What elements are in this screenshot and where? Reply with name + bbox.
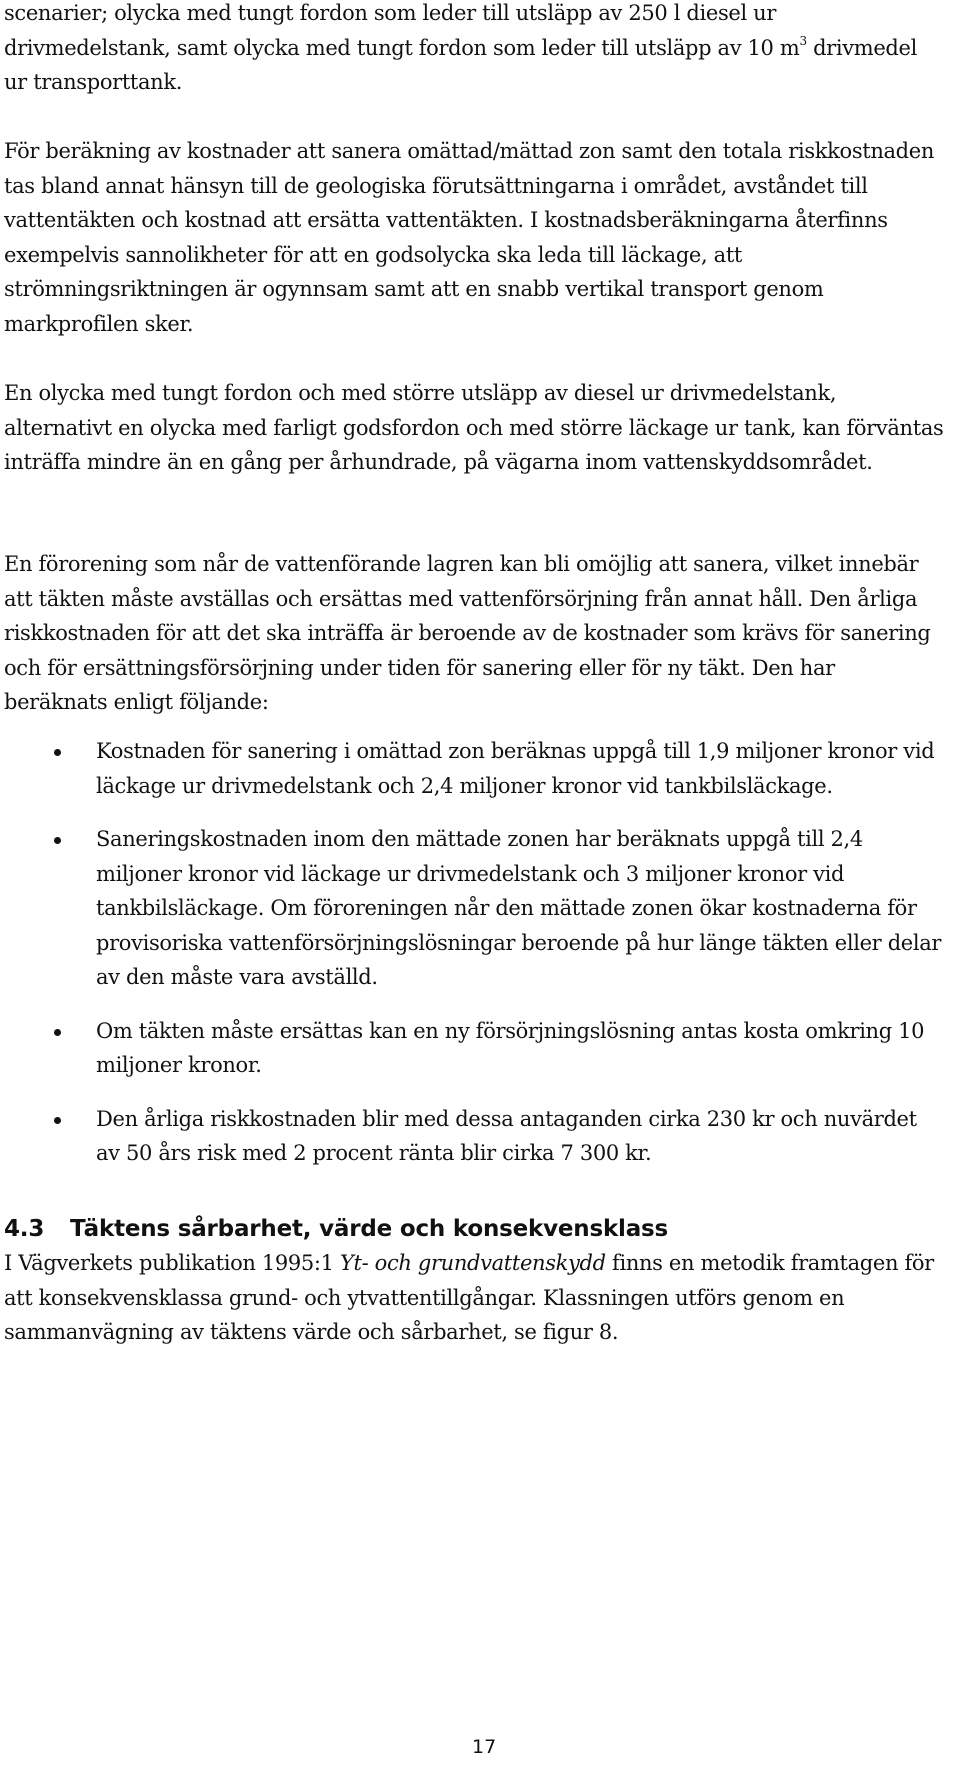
paragraph-scenarios-text-end: drivmedel ur transporttank. (4, 35, 917, 94)
bullet-icon (54, 837, 61, 844)
paragraph-cost-calculation: För beräkning av kostnader att sanera omättad/mättad zon samt den totala riskkostnaden tas bland annat hänsyn till de geologiska förutsättningarna i området, avståndet till vattentäkten och kostnad att ersätta vattentäkten. I kostnadsberäkningarna återfinns exempelvis sannolikheter för att en godsolycka ska leda till läckage, att strömningsriktningen är ogynnsam samt att en snabb vertikal transport genom markprofilen sker. (4, 139, 935, 336)
list-item-text: Om täkten måste ersättas kan en ny försörjningslösning antas kosta omkring 10 miljoner kronor. (96, 1018, 925, 1077)
section-title: Täktens sårbarhet, värde och konsekvensklass (70, 1216, 669, 1242)
list-item-text: Kostnaden för sanering i omättad zon beräknas uppgå till 1,9 miljoner kronor vid läckage ur drivmedelstank och 2,4 miljoner kronor vid tankbilsläckage. (96, 739, 935, 798)
list-item (4, 1102, 944, 1171)
paragraph-pollution-consequence: En förorening som når de vattenförande lagren kan bli omöjlig att sanera, vilket innebär att täkten måste avställas och ersättas med vattenförsörjning från annat håll. Den årliga riskkostnaden för att det ska inträffa är beroende av de kostnader som krävs för sanering och för ersättningsförsörjning under tiden för sanering eller för ny täkt. Den har beräknats enligt följande: (4, 552, 931, 714)
publication-title: Yt- och grundvattenskydd (340, 1251, 606, 1275)
list-item (4, 1014, 944, 1083)
paragraph-scenarios (4, 0, 944, 100)
bullet-icon (54, 749, 61, 756)
paragraph-section-intro (4, 1246, 944, 1350)
section-heading (4, 1214, 668, 1244)
list-item-text: Saneringskostnaden inom den mättade zonen har beräknats uppgå till 2,4 miljoner kronor vid läckage ur drivmedelstank och 3 miljoner kronor vid tankbilsläckage. Om föroreningen når den mättade zonen ökar kostnaderna för provisoriska vattenförsörjningslösningar beroende på hur länge täkten eller delar av den måste vara avställd. (96, 827, 942, 989)
section-intro-text: I Vägverkets publikation 1995:1 (4, 1251, 340, 1275)
section-intro-text-end: finns en metodik framtagen för att konsekvensklassa grund- och ytvattentillgångar. Klassningen utförs genom en sammanvägning av täktens värde och sårbarhet, se figur 8. (4, 1251, 934, 1344)
section-number: 4.3 (4, 1216, 45, 1242)
paragraph-scenarios-text: scenarier; olycka med tungt fordon som leder till utsläpp av 250 l diesel ur drivmedelstank, samt olycka med tungt fordon som leder till utsläpp av 10 m (4, 1, 800, 60)
list-item (4, 822, 944, 995)
superscript-cubic: 3 (799, 33, 807, 48)
list-item (4, 734, 944, 803)
paragraph-accident-frequency: En olycka med tungt fordon och med större utsläpp av diesel ur drivmedelstank, alternativt en olycka med farligt godsfordon och med större läckage ur tank, kan förväntas inträffa mindre än en gång per århundrade, på vägarna inom vattenskyddsområdet. (4, 381, 944, 474)
page-number: 17 (472, 1736, 497, 1758)
bullet-icon (54, 1117, 61, 1124)
list-item-text: Den årliga riskkostnaden blir med dessa antaganden cirka 230 kr och nuvärdet av 50 års risk med 2 procent ränta blir cirka 7 300 kr. (96, 1106, 917, 1165)
bullet-icon (54, 1029, 61, 1036)
cost-bullet-list (4, 734, 944, 1190)
